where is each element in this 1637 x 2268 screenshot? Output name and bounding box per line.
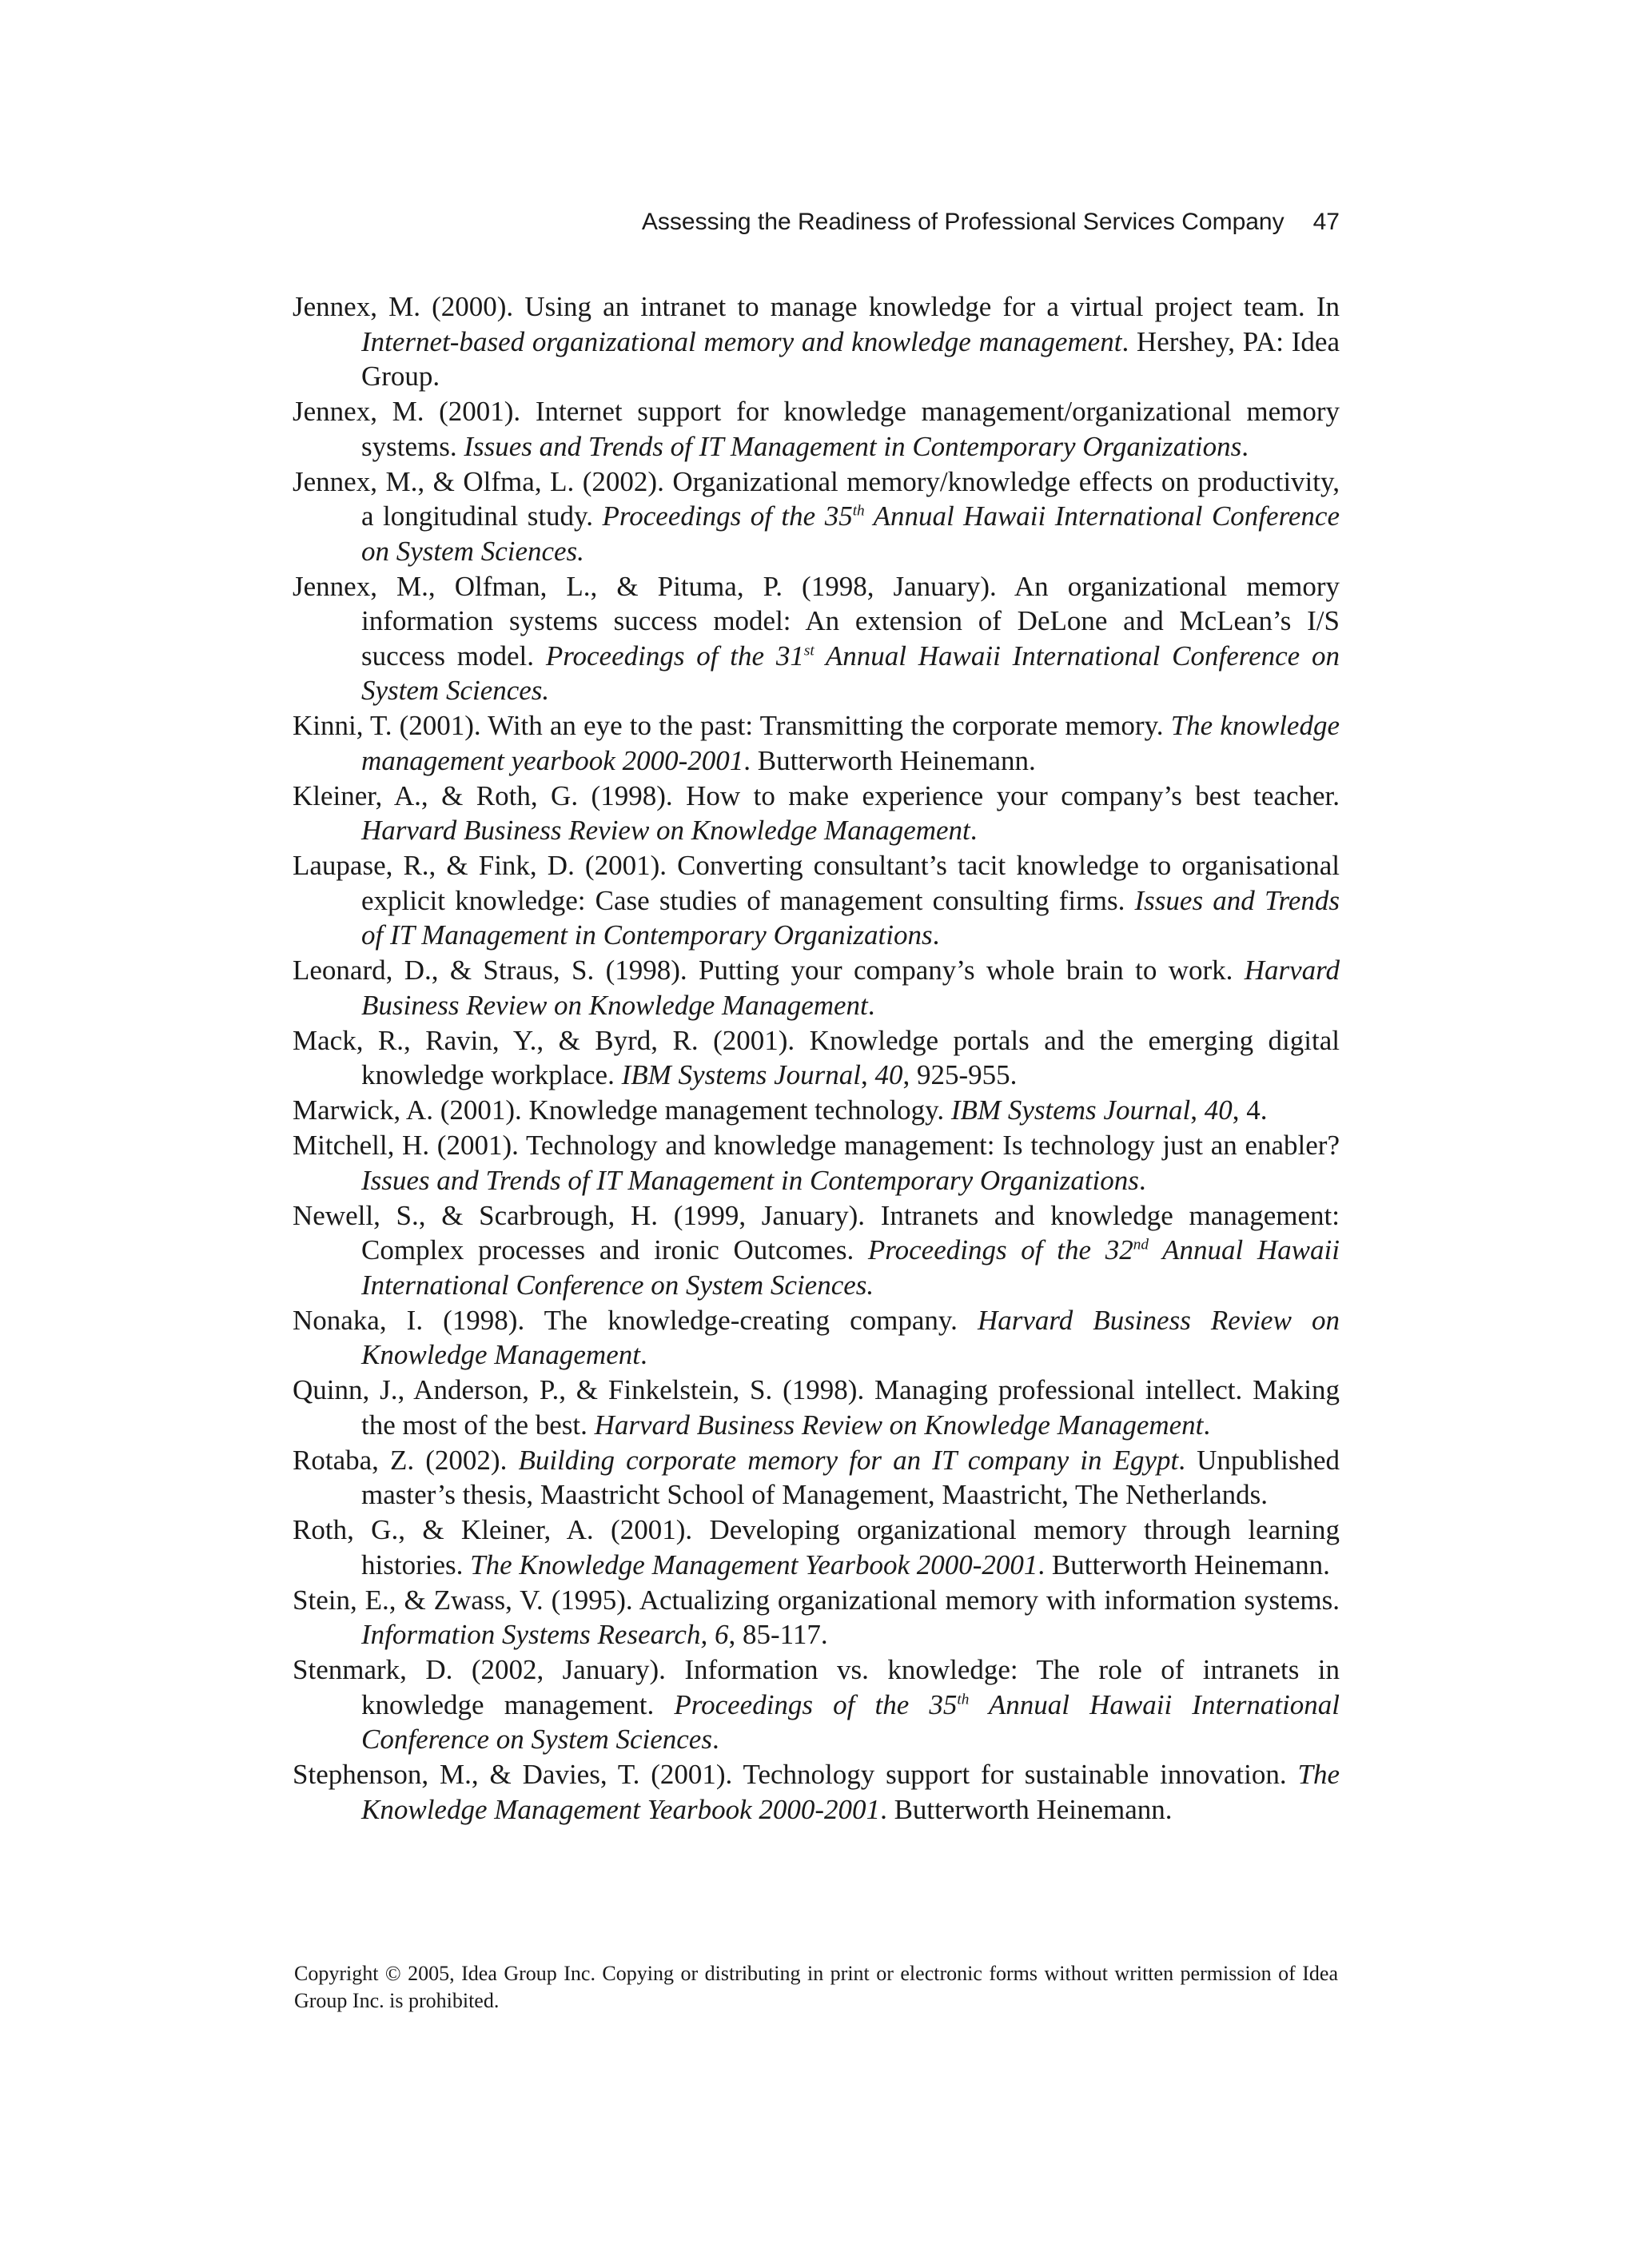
reference-text: Kinni, T. (2001). With an eye to the past: Transmitting the corporate memory. [293,710,1171,741]
running-title: Assessing the Readiness of Professional Services Company [641,209,1285,235]
reference-italic-pre: Proceedings of the 35 [602,500,853,532]
copyright-notice: Copyright © 2005, Idea Group Inc. Copying or distributing in print or electronic forms without written permission of Idea Group Inc. is prohibited. [294,1962,1338,2012]
reference-italic: Harvard Business Review on Knowledge Management [361,815,970,846]
reference-entry [293,1513,1340,1582]
reference-italic-pre: Proceedings of the 31 [545,640,804,672]
reference-entry [293,1443,1340,1513]
reference-list [293,289,1340,1828]
reference-tail: , [1190,1094,1205,1126]
reference-italic: Annual Hawaii International Conference on System Sciences. [361,500,1340,567]
page-number: 47 [1312,209,1340,235]
reference-italic2: 40 [1204,1094,1233,1126]
reference-italic: Building corporate memory for an IT company in Egypt [518,1444,1179,1476]
reference-italic: The Knowledge Management Yearbook 2000-2001 [470,1549,1038,1580]
reference-tail: . [1241,430,1249,462]
reference-italic: Internet-based organizational memory and knowledge management [361,325,1122,357]
reference-italic: Harvard Business Review on Knowledge Management [361,955,1340,1021]
reference-tail: . Butterworth Heinemann. [743,744,1036,776]
reference-italic: Annual Hawaii International Conference on System Sciences [361,1688,1340,1755]
reference-text: Stenmark, D. (2002, January). Information vs. knowledge: The role of intranets in knowledge management. [293,1654,1340,1720]
reference-text: Kleiner, A., & Roth, G. (1998). How to make experience your company’s best teacher. [293,779,1340,811]
reference-entry [293,848,1340,953]
reference-entry [293,953,1340,1022]
reference-text: Quinn, J., Anderson, P., & Finkelstein, S. (1998). Managing professional intellect. Making the most of the best. [293,1374,1340,1441]
reference-italic-pre: Proceedings of the 32 [867,1234,1133,1266]
reference-tail: . Butterworth Heinemann. [880,1793,1173,1825]
reference-entry [293,1583,1340,1652]
reference-entry [293,1023,1340,1093]
reference-entry [293,1128,1340,1198]
reference-tail: . [639,1339,647,1370]
reference-tail: . [932,919,940,951]
reference-tail: , 85-117. [728,1619,828,1650]
reference-italic: Issues and Trends of IT Management in Contemporary Organizations [361,1164,1139,1196]
reference-text: Jennex, M. (2001). Internet support for knowledge management/organizational memory systems. [293,396,1340,462]
reference-entry [293,569,1340,708]
reference-sup: st [803,641,815,659]
running-header [293,206,1340,238]
reference-text: Jennex, M. (2000). Using an intranet to manage knowledge for a virtual project team. In [293,291,1340,322]
reference-italic: Harvard Business Review on Knowledge Management [361,1304,1340,1370]
reference-tail: . Unpublished master’s thesis, Maastricht School of Management, Maastricht, The Netherlands. [361,1444,1340,1510]
reference-tail: . Hershey, PA: Idea Group. [361,325,1340,392]
reference-entry [293,708,1340,778]
reference-italic2: 40 [874,1059,903,1090]
reference-sup: th [957,1690,970,1708]
reference-text: Rotaba, Z. (2002). [293,1444,519,1476]
reference-italic: The Knowledge Management Yearbook 2000-2001 [361,1759,1340,1825]
reference-tail: . [970,815,978,846]
reference-tail: . [867,989,875,1021]
reference-entry [293,1198,1340,1303]
reference-text: Nonaka, I. (1998). The knowledge-creating company. [293,1304,978,1336]
reference-entry [293,289,1340,394]
reference-entry [293,1652,1340,1757]
reference-italic-pre: Proceedings of the 35 [674,1688,958,1720]
reference-text: Stein, E., & Zwass, V. (1995). Actualizing organizational memory with information systems. [293,1584,1340,1616]
reference-entry [293,779,1340,848]
reference-text: Newell, S., & Scarbrough, H. (1999, January). Intranets and knowledge management: Complex processes and ironic Outcomes. [293,1199,1340,1266]
reference-italic: Issues and Trends of IT Management in Contemporary Organizations [464,430,1242,462]
reference-entry [293,464,1340,569]
reference-italic: Information Systems Research, 6 [361,1619,729,1650]
reference-text: Mack, R., Ravin, Y., & Byrd, R. (2001). Knowledge portals and the emerging digital knowledge workplace. [293,1024,1340,1090]
reference-italic: Annual Hawaii International Conference on System Sciences. [361,640,1340,706]
reference-sup: nd [1133,1236,1149,1254]
reference-entry [293,1303,1340,1373]
reference-entry [293,1093,1340,1128]
reference-tail: , [860,1059,875,1090]
reference-tail: . [711,1724,719,1755]
reference-text: Marwick, A. (2001). Knowledge management technology. [293,1094,951,1126]
reference-tail: . [1138,1164,1146,1196]
reference-text: Mitchell, H. (2001). Technology and knowledge management: Is technology just an enabler? [293,1130,1340,1161]
reference-text: Jennex, M., & Olfma, L. (2002). Organizational memory/knowledge effects on productivity, a longitudinal study. [293,465,1340,532]
reference-italic: Harvard Business Review on Knowledge Management [594,1409,1204,1441]
reference-text: Stephenson, M., & Davies, T. (2001). Technology support for sustainable innovation. [293,1759,1298,1790]
reference-entry [293,394,1340,464]
reference-italic: IBM Systems Journal [950,1094,1191,1126]
reference-italic: Issues and Trends of IT Management in Contemporary Organizations [361,884,1340,951]
reference-italic: Annual Hawaii International Conference on System Sciences. [361,1234,1340,1301]
reference-text: Jennex, M., Olfman, L., & Pituma, P. (1998, January). An organizational memory information systems success model: An extension of DeLone and McLean’s I/S success model. [293,570,1340,672]
reference-entry [293,1373,1340,1442]
reference-tail2: , 925-955. [902,1059,1018,1090]
reference-entry [293,1757,1340,1827]
reference-text: Laupase, R., & Fink, D. (2001). Converting consultant’s tacit knowledge to organisational explicit knowledge: Case studies of management consulting firms. [293,850,1340,916]
reference-tail: . Butterworth Heinemann. [1038,1549,1330,1580]
reference-text: Roth, G., & Kleiner, A. (2001). Developing organizational memory through learning histories. [293,1514,1340,1580]
reference-sup: th [852,502,865,520]
reference-tail2: , 4. [1232,1094,1268,1126]
reference-italic: The knowledge management yearbook 2000-2001 [361,710,1340,776]
reference-tail: . [1203,1409,1211,1441]
reference-italic: IBM Systems Journal [621,1059,861,1090]
reference-text: Leonard, D., & Straus, S. (1998). Putting your company’s whole brain to work. [293,955,1245,986]
